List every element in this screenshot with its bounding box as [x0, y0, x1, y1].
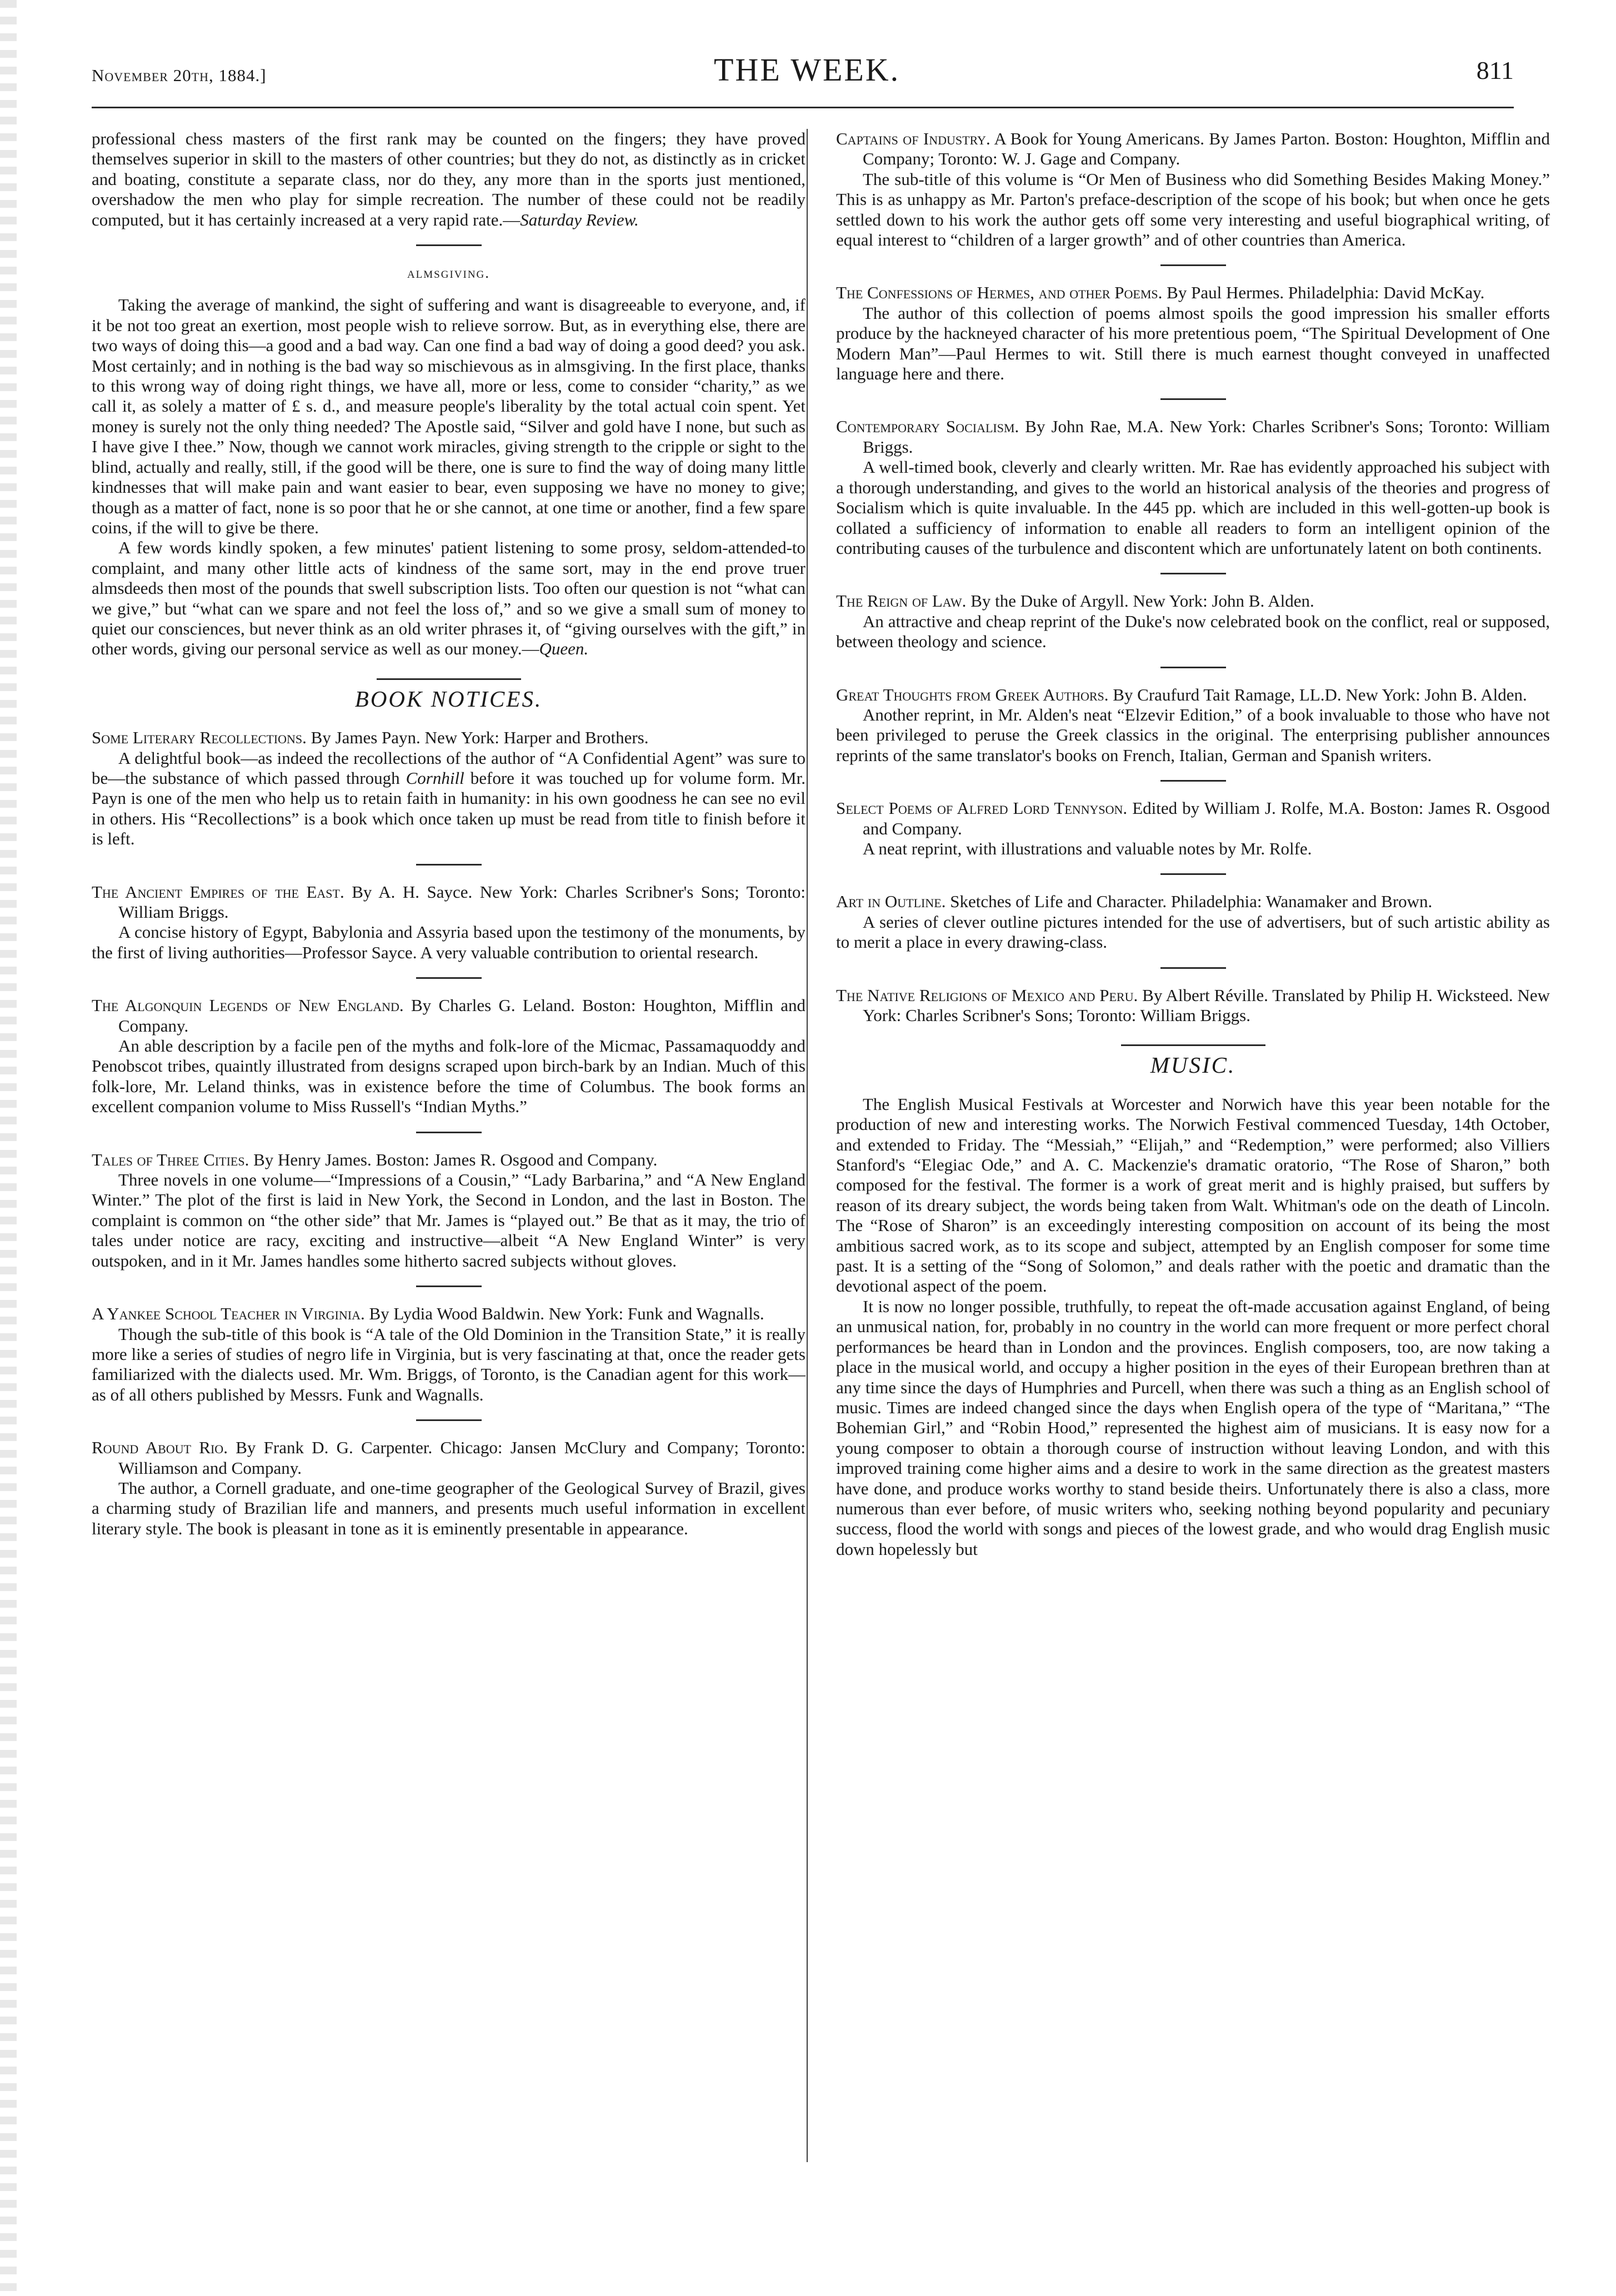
book-entry-heading	[836, 591, 1550, 611]
book-title: Select Poems of Alfred Lord Tennyson.	[836, 798, 1128, 818]
book-notices-title: BOOK NOTICES.	[354, 686, 543, 712]
book-title: Art in Outline.	[836, 892, 946, 912]
book-entry-heading	[92, 996, 806, 1036]
separator-rule	[416, 864, 482, 866]
book-entry	[92, 882, 806, 963]
book-publication: Edited by William J. Rolfe, M.A. Boston: James R. Osgood and Company.	[863, 798, 1550, 838]
book-entry	[836, 798, 1550, 859]
book-entry	[92, 996, 806, 1117]
separator-rule	[416, 244, 482, 246]
book-entry-heading	[836, 283, 1550, 303]
book-publication: By A. H. Sayce. New York: Charles Scribner's Sons; Toronto: William Briggs.	[118, 882, 806, 922]
book-entry	[836, 591, 1550, 652]
music-paragraph-2: It is now no longer possible, truthfully, to repeat the oft-made accusation against England, of being an unmusical nation, for, probably in no country in the world can more frequent or more perfect choral performances be heard than in London and the provinces. English composers, too, are now taking a place in the musical world, and occupy a higher position in the eyes of their European brethren than at any time since the days of Humphries and Purcell, when there was such a thing as an English school of music. Times are indeed changed since the days when English opera of the type of “Maritana,” “The Bohemian Girl,” and “Robin Hood,” represented the highest aim of musicians. It is easy now for a young composer to obtain a thorough course of instruction without leaving London, and with this improved training come higher aims and a desire to work in the same direction as the greatest masters have done, and produce works worthy to stand beside theirs. Unfortunately there is also a class, more numerous than ever before, of music writers who, seeking nothing beyond popularity and pecuniary success, flood the world with songs and pieces of the lowest grade, and who would drag English music down hopelessly but	[836, 1296, 1550, 1559]
header-rule	[92, 107, 1514, 108]
page-number: 811	[1476, 56, 1514, 84]
book-entry-heading	[92, 1438, 806, 1478]
book-entry	[836, 986, 1550, 1026]
book-review: A concise history of Egypt, Babylonia and Assyria based upon the testimony of the monuments, by the first of living authorities—Professor Sayce. A very valuable contribution to oriental research.	[92, 922, 806, 962]
section-rule	[1121, 1044, 1265, 1046]
separator-rule	[1160, 667, 1226, 668]
book-entry	[92, 728, 806, 849]
almsgiving-text-2: A few words kindly spoken, a few minutes' patient listening to some prosy, seldom-attended-to complaint, and many other little acts of kindness of the same sort, may in the end prove truer almsdeeds then most of the pounds that swell subscription lists. Too often our question is not “what can we give,” but “what can we spare and not feel the loss of,” and so we give a small sum of money to quiet our consciences, but never think as an old writer phrases it, of “giving ourselves with the gift,” in other words, giving our personal service as well as our money.—	[92, 538, 806, 659]
book-review: Though the sub-title of this book is “A tale of the Old Dominion in the Transition State,” it is really more like a series of studies of negro life in Virginia, but is very fascinating at that, once the reader gets familiarized with the dialects used. Mr. Wm. Briggs, of Toronto, is the Canadian agent for this work—as of all others published by Messrs. Funk and Wagnalls.	[92, 1324, 806, 1404]
book-title: The Reign of Law.	[836, 591, 967, 611]
almsgiving-paragraph-2	[92, 538, 806, 659]
book-publication: By Frank D. G. Carpenter. Chicago: Jansen McClury and Company; Toronto: Williamson and Company.	[118, 1438, 806, 1478]
book-review: The author, a Cornell graduate, and one-time geographer of the Geological Survey of Brazil, gives a charming study of Brazilian life and manners, and presents much useful information in excellent literary style. The book is pleasant in tone as it is eminently presentable in appearance.	[92, 1478, 806, 1538]
chess-paragraph	[92, 129, 806, 230]
book-entry-heading	[836, 129, 1550, 169]
book-publication: Sketches of Life and Character. Philadelphia: Wanamaker and Brown.	[950, 892, 1433, 912]
almsgiving-paragraph-1: Taking the average of mankind, the sight of suffering and want is disagreeable to everyone, and, if it be not too great an exertion, most people wish to relieve sorrow. But, as in everything else, there are two ways of doing this—a good and a bad way. Can one find a bad way of doing a good deed? you ask. Most certainly; and in nothing is the bad way so mischievous as in almsgiving. In the first place, thanks to this wrong way of doing right things, we have all, more or less, come to consider “charity,” as we call it, as solely a matter of £ s. d., and measure people's liberality by the total actual coin spent. Yet money is surely not the only thing needed? The Apostle said, “Silver and gold have I none, but such as I have give I thee.” Now, though we cannot work miracles, giving strength to the cripple or sight to the blind, actually and really, still, if the good will be there, one is sure to find the way of doing many little kindnesses that will make pain and want easier to bear, even supposing we have no money to give; though as a matter of fact, none is so poor that he or she cannot, at one time or another, find a few spare coins, if the will to give be there.	[92, 295, 806, 537]
book-entry-heading	[836, 685, 1550, 705]
separator-rule	[1160, 967, 1226, 969]
book-title: Tales of Three Cities.	[92, 1149, 249, 1169]
almsgiving-heading: almsgiving.	[407, 264, 491, 282]
book-publication: By Craufurd Tait Ramage, LL.D. New York: John B. Alden.	[1113, 684, 1527, 704]
review-text-cont: before it was touched up for volume form. Mr. Payn is one of the men who help us to retain faith in humanity: in his own goodness he can see no evil in others. His “Recollections” is a book which once taken up must be read from title to finish before it is left.	[92, 768, 806, 849]
book-publication: By Albert Réville. Translated by Philip H. Wicksteed. New York: Charles Scribner's Sons; Toronto: William Briggs.	[863, 985, 1550, 1025]
book-title: The Confessions of Hermes, and other Poems.	[836, 283, 1163, 303]
separator-rule	[1160, 780, 1226, 782]
book-title: A Yankee School Teacher in Virginia.	[92, 1304, 365, 1324]
book-title: The Algonquin Legends of New England.	[92, 996, 404, 1016]
book-entry	[836, 129, 1550, 250]
section-rule	[377, 678, 521, 680]
book-title: Contemporary Socialism.	[836, 417, 1019, 437]
book-entry-heading	[92, 882, 806, 923]
book-review: The sub-title of this volume is “Or Men of Business who did Something Besides Making Money.” This is as unhappy as Mr. Parton's preface-description of the scope of his book; but when once he gets settled down to his work the author gets off some very interesting and useful biographical writing, of equal interest to “children of a larger growth” and of other countries than America.	[836, 169, 1550, 250]
book-title: The Ancient Empires of the East.	[92, 882, 344, 902]
header-date: November 20th, 1884.]	[92, 66, 267, 85]
music-title: MUSIC.	[1150, 1052, 1236, 1078]
book-entry-heading	[92, 728, 806, 748]
review-text: A delightful book—as indeed the recollections of the author of “A Confidential Agent” was sure to be—the substance of which passed through	[92, 748, 806, 788]
book-entry	[836, 283, 1550, 384]
book-entry-heading	[92, 1150, 806, 1170]
book-title: Round About Rio.	[92, 1438, 228, 1458]
left-column	[92, 129, 806, 1539]
book-publication: By Charles G. Leland. Boston: Houghton, Mifflin and Company.	[118, 996, 806, 1036]
right-column	[836, 129, 1550, 1559]
book-review: Three novels in one volume—“Impressions of a Cousin,” “Lady Barbarina,” and “A New England Winter.” The plot of the first is laid in New York, the Second in London, and the last in Boston. The complaint is common on “the other side” that Mr. James is “played out.” Be that as it may, the trio of tales under notice are racy, exciting and instructive—albeit “A New England Winter” is very outspoken, and in it Mr. James handles some hitherto sacred subjects without gloves.	[92, 1170, 806, 1270]
book-entry-heading	[836, 892, 1550, 912]
book-entry-heading	[836, 417, 1550, 457]
book-title: Some Literary Recollections.	[92, 728, 307, 748]
book-publication: By James Payn. New York: Harper and Brothers.	[311, 728, 649, 748]
book-review: The author of this collection of poems almost spoils the good impression his smaller efforts produce by the hackneyed character of his more pretentious poem, “The Spiritual Development of One Modern Man”—Paul Hermes to wit. Still there is much earnest thought conveyed in unaffected language here and there.	[836, 303, 1550, 384]
book-publication: By Lydia Wood Baldwin. New York: Funk and Wagnalls.	[369, 1304, 764, 1324]
book-review: A series of clever outline pictures intended for the use of advertisers, but of such artistic ability as to merit a place in every drawing-class.	[836, 912, 1550, 952]
book-review: Another reprint, in Mr. Alden's neat “Elzevir Edition,” of a book invaluable to those who have not been privileged to peruse the Greek classics in the original. The enterprising publisher announces reprints of the same translator's books on French, Italian, German and Spanish writers.	[836, 704, 1550, 765]
scan-edge	[0, 0, 17, 2296]
masthead-title: THE WEEK.	[714, 52, 900, 88]
separator-rule	[416, 1132, 482, 1133]
separator-rule	[1160, 264, 1226, 266]
book-review: A neat reprint, with illustrations and valuable notes by Mr. Rolfe.	[863, 838, 1312, 858]
review-emphasis: Cornhill	[406, 768, 464, 788]
page-header	[92, 51, 1514, 96]
book-review: A well-timed book, cleverly and clearly written. Mr. Rae has evidently approached his subject with a thorough understanding, and gives to the world an historical analysis of the theories and progress of Socialism which is quite invaluable. In the 445 pp. which are included in this well-gotten-up book is collated a sufficiency of information to enable all readers to form an intelligent opinion of the contributing causes of the turbulence and discontent which are unfortunately latent on both continents.	[836, 457, 1550, 558]
separator-rule	[416, 1285, 482, 1287]
book-entry-heading	[836, 798, 1550, 839]
book-title: The Native Religions of Mexico and Peru.	[836, 985, 1138, 1005]
chess-source: Saturday Review.	[520, 209, 639, 229]
book-review	[92, 748, 806, 849]
music-paragraph-1: The English Musical Festivals at Worcester and Norwich have this year been notable for the production of new and interesting works. The Norwich Festival commenced Tuesday, 14th October, and extended to Friday. The “Messiah,” “Elijah,” and “Redemption,” were performed; also Villiers Stanford's “Elegiac Ode,” and A. C. Mackenzie's dramatic oratorio, “The Rose of Sharon,” both composed for the festival. The former is a work of great merit and is highly praised, but suffers by reason of its dreary subject, the words being taken from Walt. Whitman's ode on the death of Lincoln. The “Rose of Sharon” is an exceedingly interesting composition on account of its being the most ambitious sacred work, as to its scope and subject, attempted by an English composer for some time past. It is a setting of the “Song of Solomon,” and deals rather with the poetic and dramatic than the devotional aspect of the poem.	[836, 1094, 1550, 1296]
book-publication: By Henry James. Boston: James R. Osgood and Company.	[253, 1149, 658, 1169]
book-entry-heading	[836, 986, 1550, 1026]
book-entry	[92, 1438, 806, 1539]
separator-rule	[1160, 873, 1226, 875]
book-entry	[92, 1150, 806, 1271]
book-entry	[836, 685, 1550, 766]
separator-rule	[416, 1419, 482, 1421]
column-divider	[807, 129, 808, 2162]
book-entry	[836, 892, 1550, 952]
book-publication: By Paul Hermes. Philadelphia: David McKay.	[1167, 283, 1485, 303]
chess-text: professional chess masters of the first rank may be counted on the fingers; they have proved themselves superior in skill to the masters of other countries; but they do not, as distinctly as in cricket and boating, constitute a separate class, nor do they, any more than in the sports just mentioned, overshadow the men who play for simple recreation. The number of these could not be readily computed, but it has certainly increased at a very rapid rate.—	[92, 129, 806, 229]
book-publication: By John Rae, M.A. New York: Charles Scribner's Sons; Toronto: William Briggs.	[863, 417, 1550, 457]
book-review: An able description by a facile pen of the myths and folk-lore of the Micmac, Passamaquoddy and Penobscot tribes, quaintly illustrated from designs scraped upon birch-bark by an Indian. Much of this folk-lore, Mr. Leland thinks, was in existence before the time of Columbus. The book forms an excellent companion volume to Miss Russell's “Indian Myths.”	[92, 1036, 806, 1117]
book-entry	[836, 417, 1550, 558]
almsgiving-source: Queen.	[539, 639, 589, 659]
book-publication: A Book for Young Americans. By James Parton. Boston: Houghton, Mifflin and Company; Toronto: W. J. Gage and Company.	[863, 129, 1550, 169]
book-entry-heading	[92, 1304, 806, 1324]
book-title: Great Thoughts from Greek Authors.	[836, 684, 1109, 704]
book-publication: By the Duke of Argyll. New York: John B. Alden.	[970, 591, 1314, 611]
separator-rule	[416, 977, 482, 979]
book-title: Captains of Industry.	[836, 129, 990, 148]
separator-rule	[1160, 398, 1226, 400]
separator-rule	[1160, 573, 1226, 574]
book-entry	[92, 1304, 806, 1405]
book-review: An attractive and cheap reprint of the Duke's now celebrated book on the conflict, real or supposed, between theology and science.	[836, 611, 1550, 652]
